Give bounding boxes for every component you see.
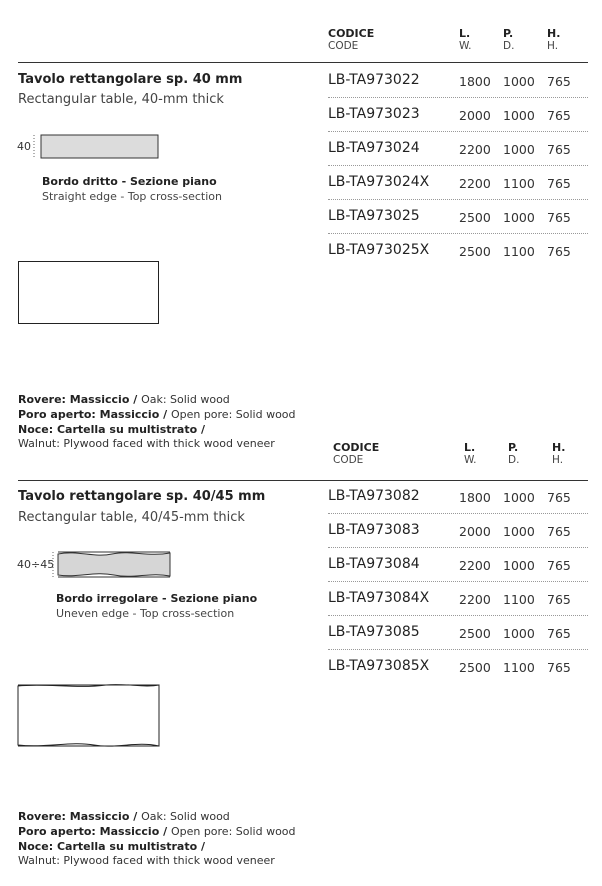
height-value: 765 xyxy=(547,592,571,607)
width-value: 1800 xyxy=(459,74,491,89)
height-value: 765 xyxy=(547,490,571,505)
height-value: 765 xyxy=(547,176,571,191)
header-code: CODICE CODE xyxy=(328,27,375,52)
width-value: 2200 xyxy=(459,142,491,157)
width-value: 2200 xyxy=(459,558,491,573)
depth-value: 1000 xyxy=(503,558,535,573)
height-value: 765 xyxy=(547,524,571,539)
depth-value: 1000 xyxy=(503,108,535,123)
table-row xyxy=(328,514,588,548)
product-code: LB-TA973024X xyxy=(328,174,430,190)
height-value: 765 xyxy=(547,660,571,675)
product-code: LB-TA973085 xyxy=(328,624,420,640)
depth-value: 1100 xyxy=(503,592,535,607)
width-value: 2500 xyxy=(459,210,491,225)
width-value: 1800 xyxy=(459,490,491,505)
product-title: Tavolo rettangolare sp. 40 mm xyxy=(18,72,243,87)
width-value: 2200 xyxy=(459,592,491,607)
product-title: Tavolo rettangolare sp. 40/45 mm xyxy=(18,489,266,504)
material-line: Rovere: Massiccio / Oak: Solid wood xyxy=(18,393,230,406)
material-line: Rovere: Massiccio / Oak: Solid wood xyxy=(18,810,230,823)
header-height: H. H. xyxy=(547,27,561,52)
material-line: Walnut: Plywood faced with thick wood veneer xyxy=(18,437,275,450)
header-depth: P. D. xyxy=(508,441,520,466)
material-line: Noce: Cartella su multistrato / xyxy=(18,423,206,436)
edge-caption-en: Straight edge - Top cross-section xyxy=(42,190,223,203)
header-depth: P. D. xyxy=(503,27,515,52)
product-code: LB-TA973083 xyxy=(328,522,420,538)
product-code: LB-TA973022 xyxy=(328,72,420,88)
depth-value: 1000 xyxy=(503,210,535,225)
height-value: 765 xyxy=(547,108,571,123)
product-code: LB-TA973084 xyxy=(328,556,420,572)
depth-value: 1100 xyxy=(503,660,535,675)
depth-value: 1000 xyxy=(503,74,535,89)
product-code: LB-TA973024 xyxy=(328,140,420,156)
product-code: LB-TA973082 xyxy=(328,488,420,504)
cross-section-uneven-icon xyxy=(50,550,174,580)
width-value: 2500 xyxy=(459,244,491,259)
width-value: 2200 xyxy=(459,176,491,191)
depth-value: 1000 xyxy=(503,524,535,539)
height-value: 765 xyxy=(547,142,571,157)
width-value: 2000 xyxy=(459,524,491,539)
material-line: Noce: Cartella su multistrato / xyxy=(18,840,206,853)
height-value: 765 xyxy=(547,210,571,225)
header-height: H. H. xyxy=(552,441,566,466)
thickness-label: 40÷45 xyxy=(17,558,55,571)
material-line: Poro aperto: Massiccio / Open pore: Solid wood xyxy=(18,408,296,421)
edge-caption-it: Bordo irregolare - Sezione piano xyxy=(56,592,258,605)
width-value: 2000 xyxy=(459,108,491,123)
product-code: LB-TA973023 xyxy=(328,106,420,122)
product-code: LB-TA973084X xyxy=(328,590,430,606)
height-value: 765 xyxy=(547,558,571,573)
edge-caption-en: Uneven edge - Top cross-section xyxy=(56,607,235,620)
depth-value: 1100 xyxy=(503,244,535,259)
height-value: 765 xyxy=(547,244,571,259)
product-subtitle: Rectangular table, 40-mm thick xyxy=(18,92,224,107)
height-value: 765 xyxy=(547,626,571,641)
depth-value: 1000 xyxy=(503,626,535,641)
height-value: 765 xyxy=(547,74,571,89)
materials-list xyxy=(18,809,296,868)
thickness-label: 40 xyxy=(17,140,31,153)
table-row xyxy=(328,548,588,582)
table-top-uneven-outline-icon xyxy=(16,683,162,749)
material-line: Walnut: Plywood faced with thick wood veneer xyxy=(18,854,275,867)
table-row xyxy=(328,582,588,616)
product-code: LB-TA973025X xyxy=(328,242,430,258)
width-value: 2500 xyxy=(459,660,491,675)
depth-value: 1000 xyxy=(503,142,535,157)
table-row xyxy=(328,480,588,514)
product-code: LB-TA973085X xyxy=(328,658,430,674)
product-subtitle: Rectangular table, 40/45-mm thick xyxy=(18,510,245,525)
header-width: L. W. xyxy=(464,441,477,466)
depth-value: 1000 xyxy=(503,490,535,505)
depth-value: 1100 xyxy=(503,176,535,191)
product-code: LB-TA973025 xyxy=(328,208,420,224)
table-row xyxy=(328,616,588,650)
material-line: Poro aperto: Massiccio / Open pore: Solid wood xyxy=(18,825,296,838)
edge-caption-it: Bordo dritto - Sezione piano xyxy=(42,175,217,188)
width-value: 2500 xyxy=(459,626,491,641)
table-row xyxy=(328,650,588,684)
header-width: L. W. xyxy=(459,27,472,52)
header-code: CODICE CODE xyxy=(333,441,380,466)
